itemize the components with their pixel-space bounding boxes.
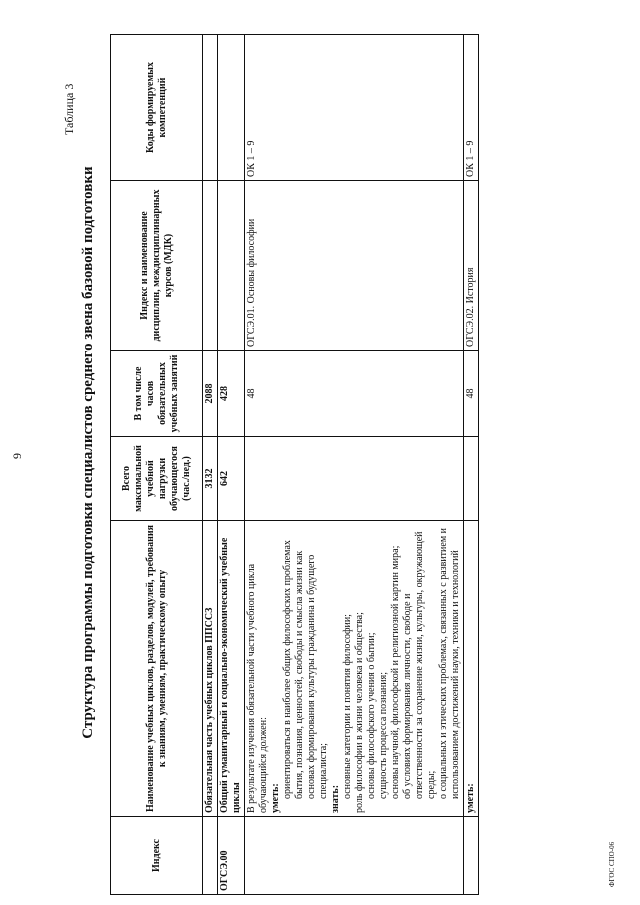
row-ogse-total: 642 [218, 437, 245, 521]
row-mandatory-part-total: 3132 [203, 437, 218, 521]
row-ogse-hours: 428 [218, 351, 245, 437]
list-item: основы философского учения о бытии; [366, 632, 377, 799]
table-label: Таблица 3 [62, 83, 76, 135]
list-item: роль философии в жизни человека и общества; [354, 612, 365, 813]
col-header-name: Наименование учебных циклов, разделов, модулей, требования к знаниям, умениям, практическому опыту [111, 521, 203, 817]
history-hours: 48 [464, 351, 479, 437]
row-mandatory-part-name: Обязательная часть учебных циклов ППССЗ [203, 521, 218, 817]
table-row [203, 35, 218, 895]
structure-table [110, 34, 479, 895]
history-umet-label: уметь: [464, 521, 479, 817]
col-header-discipline: Индекс и наименование дисциплин, междисциплинарных курсов (МДК) [111, 181, 203, 351]
row-ogse-index: ОГСЭ.00 [218, 817, 245, 895]
list-item: сущность процесса познания; [378, 672, 389, 799]
table-row [218, 35, 245, 895]
col-header-index: Индекс [111, 817, 203, 895]
list-item: об условиях формирования личности, свободе и ответственности за сохранение жизни, культуры, окружающей среды; [402, 531, 437, 799]
philosophy-codes: ОК 1 – 9 [245, 35, 464, 181]
row-ogse-name: Общий гуманитарный и социально-экономический учебные циклы [218, 521, 245, 817]
philosophy-znat-label: знать: [330, 784, 341, 813]
table-header-row [111, 35, 203, 895]
philosophy-discipline: ОГСЭ.01. Основы философии [245, 181, 464, 351]
footer-code: ФГОС СПО-06 [608, 841, 616, 887]
col-header-mandatory: В том числе часов обязательных учебных занятий [111, 351, 203, 437]
table-row [464, 35, 479, 895]
page-number: 9 [10, 453, 24, 459]
philosophy-umet-text: ориентироваться в наиболее общих философских проблемах бытия, познания, ценностей, свободы и смысла жизни как основах формирования культуры гражданина и будущего специалиста; [282, 540, 329, 799]
philosophy-requirements [245, 521, 464, 817]
list-item: основы научной, философской и религиозной картин мира; [390, 545, 401, 799]
list-item: основные категории и понятия философии; [342, 614, 353, 799]
philosophy-hours: 48 [245, 351, 464, 437]
table-row [245, 35, 464, 895]
row-mandatory-part-hours: 2088 [203, 351, 218, 437]
page-heading: Структура программы подготовки специалистов среднего звена базовой подготовки [80, 166, 96, 739]
history-codes: ОК 1 – 9 [464, 35, 479, 181]
list-item: о социальных и этических проблемах, связанных с развитием и использованием достижений науки, техники и технологий [438, 527, 461, 799]
philosophy-intro: В результате изучения обязательной части учебного цикла обучающийся должен: [246, 563, 269, 813]
history-discipline: ОГСЭ.02. История [464, 181, 479, 351]
philosophy-umet-label: уметь: [270, 783, 281, 813]
col-header-total: Всего максимальной учебной нагрузки обучающегося (час./нед.) [111, 437, 203, 521]
col-header-competencies: Коды формируемых компетенций [111, 35, 203, 181]
